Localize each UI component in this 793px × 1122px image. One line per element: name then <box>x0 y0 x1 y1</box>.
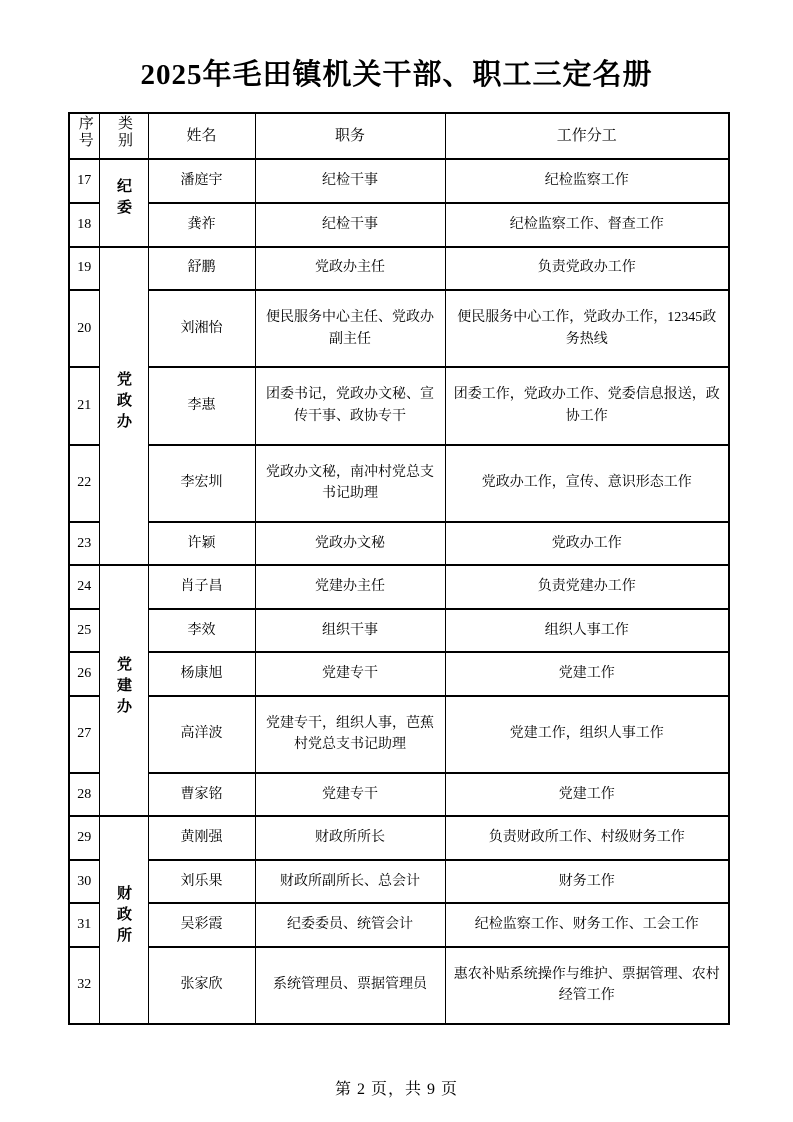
table-row <box>69 367 729 444</box>
name-cell: 肖子昌 <box>148 565 255 608</box>
duty-cell: 组织人事工作 <box>445 609 729 652</box>
duty-cell: 纪检监察工作 <box>445 159 729 203</box>
table-row <box>69 860 729 903</box>
table-body <box>69 159 729 1024</box>
header-cell-name: 姓名 <box>148 113 255 159</box>
table-row <box>69 290 729 367</box>
table-row <box>69 773 729 816</box>
table-row <box>69 159 729 203</box>
category-cell <box>99 247 148 566</box>
category-label: 党政办 <box>115 370 132 434</box>
name-cell: 李宏圳 <box>148 445 255 522</box>
duty-cell: 负责党政办工作 <box>445 247 729 290</box>
duty-cell: 党政办工作，宣传、意识形态工作 <box>445 445 729 522</box>
roster-table <box>68 112 730 1025</box>
table-row <box>69 445 729 522</box>
duty-cell: 负责党建办工作 <box>445 565 729 608</box>
name-cell: 李效 <box>148 609 255 652</box>
duty-cell: 负责财政所工作、村级财务工作 <box>445 816 729 859</box>
duty-cell: 团委工作，党政办工作、党委信息报送，政协工作 <box>445 367 729 444</box>
position-cell: 财政所所长 <box>255 816 445 859</box>
position-cell: 党建专干，组织人事，芭蕉村党总支书记助理 <box>255 696 445 773</box>
row-number-cell: 32 <box>69 947 99 1024</box>
row-number-cell: 21 <box>69 367 99 444</box>
header-cell-position: 职务 <box>255 113 445 159</box>
name-cell: 杨康旭 <box>148 652 255 695</box>
row-number-cell: 26 <box>69 652 99 695</box>
duty-cell: 党建工作，组织人事工作 <box>445 696 729 773</box>
row-number-cell: 27 <box>69 696 99 773</box>
position-cell: 纪检干事 <box>255 203 445 247</box>
table-row <box>69 696 729 773</box>
row-number-cell: 23 <box>69 522 99 565</box>
name-cell: 张家欣 <box>148 947 255 1024</box>
position-cell: 党政办文秘 <box>255 522 445 565</box>
table-row <box>69 522 729 565</box>
row-number-cell: 28 <box>69 773 99 816</box>
page-title: 2025年毛田镇机关干部、职工三定名册 <box>140 59 653 91</box>
position-cell: 党建专干 <box>255 773 445 816</box>
table-row <box>69 816 729 859</box>
header-label-category: 类别 <box>116 115 132 149</box>
position-cell: 系统管理员、票据管理员 <box>255 947 445 1024</box>
duty-cell: 惠农补贴系统操作与维护、票据管理、农村经管工作 <box>445 947 729 1024</box>
table-row <box>69 247 729 290</box>
table-row <box>69 652 729 695</box>
table-row <box>69 565 729 608</box>
position-cell: 团委书记，党政办文秘、宣传干事、政协专干 <box>255 367 445 444</box>
category-cell <box>99 565 148 816</box>
page-number-footer: 第 2 页，共 9 页 <box>334 1081 458 1098</box>
position-cell: 财政所副所长、总会计 <box>255 860 445 903</box>
name-cell: 刘湘怡 <box>148 290 255 367</box>
name-cell: 潘庭宇 <box>148 159 255 203</box>
position-cell: 党建办主任 <box>255 565 445 608</box>
row-number-cell: 30 <box>69 860 99 903</box>
row-number-cell: 17 <box>69 159 99 203</box>
position-cell: 便民服务中心主任、党政办副主任 <box>255 290 445 367</box>
category-cell <box>99 816 148 1024</box>
duty-cell: 便民服务中心工作，党政办工作，12345政务热线 <box>445 290 729 367</box>
name-cell: 吴彩霞 <box>148 903 255 946</box>
duty-cell: 纪检监察工作、督查工作 <box>445 203 729 247</box>
name-cell: 高洋波 <box>148 696 255 773</box>
category-label: 财政所 <box>115 884 132 948</box>
duty-cell: 党政办工作 <box>445 522 729 565</box>
position-cell: 党建专干 <box>255 652 445 695</box>
table-row <box>69 609 729 652</box>
table-row <box>69 903 729 946</box>
name-cell: 许颖 <box>148 522 255 565</box>
name-cell: 舒鹏 <box>148 247 255 290</box>
duty-cell: 财务工作 <box>445 860 729 903</box>
duty-cell: 党建工作 <box>445 652 729 695</box>
position-cell: 组织干事 <box>255 609 445 652</box>
header-cell-duty: 工作分工 <box>445 113 729 159</box>
duty-cell: 纪检监察工作、财务工作、工会工作 <box>445 903 729 946</box>
table-row <box>69 203 729 247</box>
header-cell-category <box>99 113 148 159</box>
name-cell: 曹家铭 <box>148 773 255 816</box>
row-number-cell: 22 <box>69 445 99 522</box>
position-cell: 党政办主任 <box>255 247 445 290</box>
position-cell: 纪委委员、统管会计 <box>255 903 445 946</box>
table-row <box>69 947 729 1024</box>
header-row <box>69 113 729 159</box>
name-cell: 龚祚 <box>148 203 255 247</box>
header-label-no: 序号 <box>76 115 93 149</box>
roster-table-container <box>68 112 728 1025</box>
row-number-cell: 25 <box>69 609 99 652</box>
category-cell <box>99 159 148 246</box>
row-number-cell: 18 <box>69 203 99 247</box>
position-cell: 党政办文秘，南冲村党总支书记助理 <box>255 445 445 522</box>
category-label: 党建办 <box>115 655 132 719</box>
row-number-cell: 29 <box>69 816 99 859</box>
row-number-cell: 20 <box>69 290 99 367</box>
category-label: 纪委 <box>115 178 132 221</box>
name-cell: 李惠 <box>148 367 255 444</box>
header-cell-no <box>69 113 99 159</box>
row-number-cell: 24 <box>69 565 99 608</box>
position-cell: 纪检干事 <box>255 159 445 203</box>
duty-cell: 党建工作 <box>445 773 729 816</box>
name-cell: 黄刚强 <box>148 816 255 859</box>
name-cell: 刘乐果 <box>148 860 255 903</box>
row-number-cell: 31 <box>69 903 99 946</box>
row-number-cell: 19 <box>69 247 99 290</box>
